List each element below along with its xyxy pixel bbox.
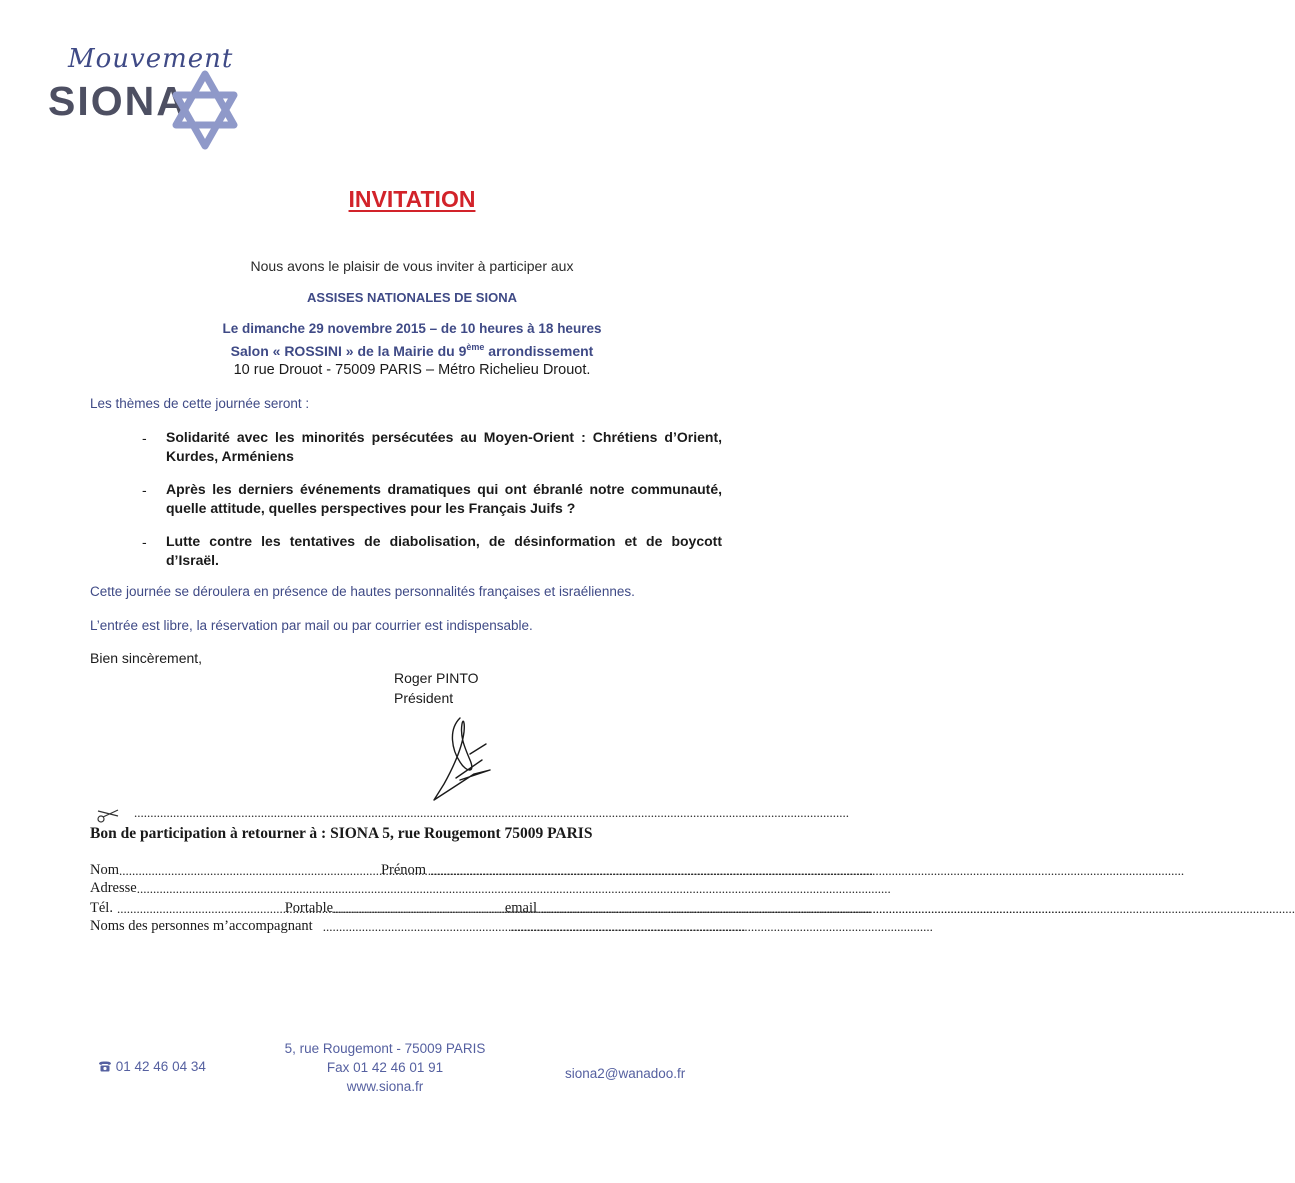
star-of-david-icon: [170, 70, 240, 150]
signer-name: Roger PINTO: [394, 670, 479, 686]
event-name: ASSISES NATIONALES DE SIONA: [307, 290, 517, 305]
footer-fax: Fax 01 42 46 01 91: [326, 1060, 444, 1075]
footer-email-link[interactable]: siona2@wanadoo.fr: [565, 1066, 686, 1081]
entry-text: L’entrée est libre, la réservation par mail ou par courrier est indispensable.: [90, 618, 533, 633]
email-label: email: [504, 900, 538, 916]
event-address: 10 rue Drouot - 75009 PARIS – Métro Richelieu Drouot.: [233, 362, 591, 378]
theme-item: Lutte contre les tentatives de diabolisation, de désinformation et de boycott d’Israël.: [166, 533, 722, 568]
presence-text: Cette journée se déroulera en présence de hautes personnalités françaises et israéliennes.: [90, 584, 635, 599]
adresse-label: Adresse: [90, 880, 137, 896]
tel-field[interactable]: [117, 900, 285, 917]
cut-dotted-line: ............................................................................................................................................................................................................................: [134, 805, 849, 820]
signer-title: Président: [394, 690, 454, 706]
logo-siona-text: SIONA: [48, 78, 188, 124]
bullet-dash: -: [142, 534, 147, 550]
prenom-field[interactable]: [430, 862, 692, 879]
form-row-tel: [90, 900, 692, 917]
form-row-adresse: [90, 880, 692, 897]
portable-label: Portable: [284, 900, 334, 916]
event-date: Le dimanche 29 novembre 2015 – de 10 heures à 18 heures: [222, 321, 602, 336]
tel-label: Tél.: [90, 900, 113, 916]
nom-label: Nom: [90, 862, 119, 878]
companion-field[interactable]: [323, 918, 505, 935]
theme-item: Solidarité avec les minorités persécutées au Moyen-Orient : Chrétiens d’Orient, Kurdes, Arméniens: [166, 429, 722, 464]
venue-suffix: arrondissement: [484, 343, 594, 359]
phone-number: 01 42 46 04 34: [115, 1059, 206, 1074]
bullet-dash: -: [142, 430, 147, 446]
footer-website-link[interactable]: www.siona.fr: [346, 1079, 424, 1094]
prenom-label: Prénom: [380, 862, 427, 878]
closing-text: Bien sincèrement,: [90, 650, 203, 666]
companion-field[interactable]: [510, 918, 692, 935]
event-venue: [0, 342, 824, 359]
form-title: Bon de participation à retourner à : SIONA 5, rue Rougemont 75009 PARIS: [90, 825, 593, 842]
logo-mouvement-text: Mouvement: [68, 44, 234, 74]
portable-field[interactable]: [333, 900, 501, 917]
themes-intro: Les thèmes de cette journée seront :: [90, 396, 310, 411]
scissors-icon: [96, 808, 120, 824]
companions-label: Noms des personnes m’accompagnant: [90, 918, 313, 934]
intro-text: Nous avons le plaisir de vous inviter à participer aux: [250, 258, 574, 274]
signature-image: [430, 714, 500, 804]
bullet-dash: -: [142, 482, 147, 498]
nom-field[interactable]: [119, 862, 381, 879]
theme-item: Après les derniers événements dramatiques qui ont ébranlé notre communauté, quelle attitude, quelles perspectives pour les Français Juifs ?: [166, 481, 722, 516]
email-field[interactable]: [541, 900, 692, 917]
invitation-title: INVITATION: [348, 186, 476, 212]
form-row-companions: [90, 918, 692, 935]
adresse-field[interactable]: [137, 880, 692, 897]
footer-address: 5, rue Rougemont - 75009 PARIS: [284, 1041, 486, 1056]
venue-superscript: ème: [466, 342, 485, 352]
form-row-nom: [90, 862, 692, 879]
venue-main: Salon « ROSSINI » de la Mairie du 9: [230, 343, 467, 359]
